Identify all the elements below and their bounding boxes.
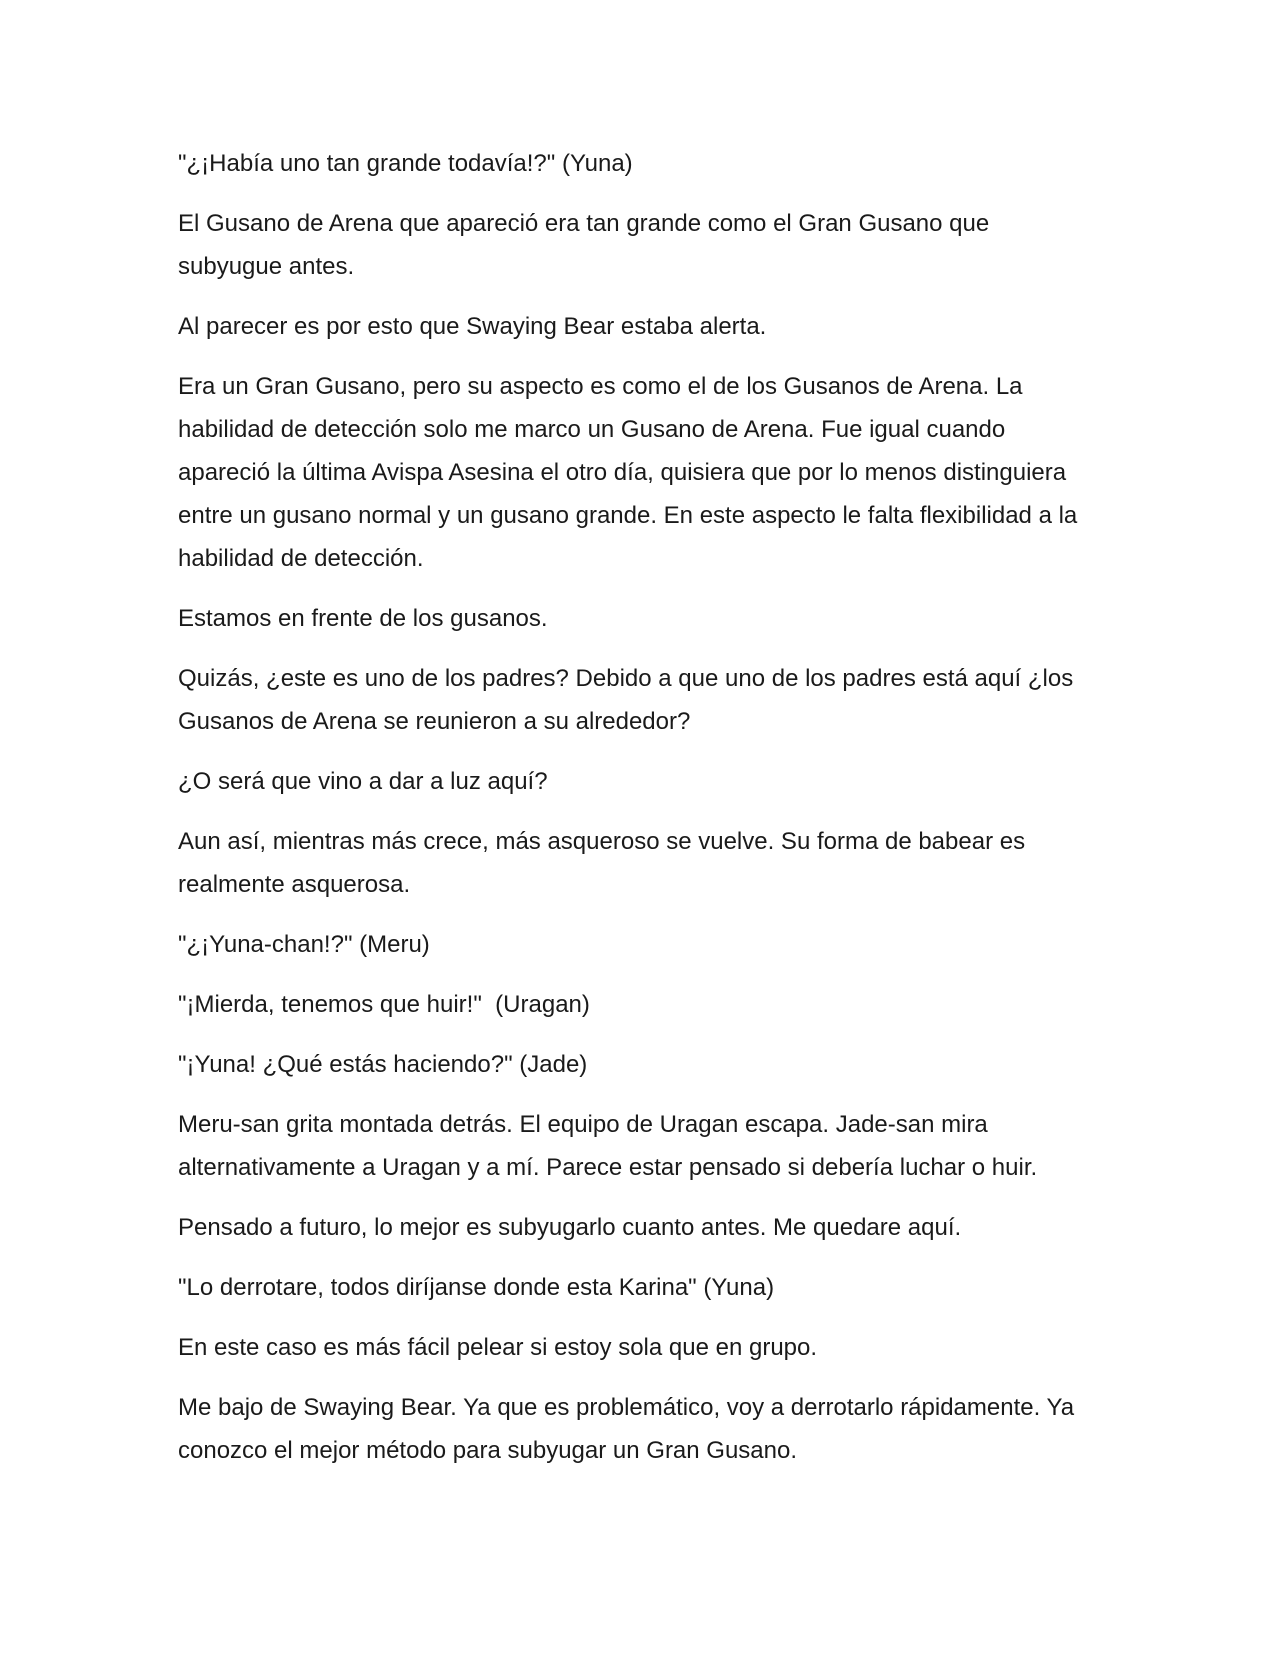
paragraph: "¿¡Yuna-chan!?" (Meru) — [178, 931, 430, 958]
paragraph: Meru-san grita montada detrás. El equipo de Uragan escapa. Jade-san mira alternativamente a Uragan y a mí. Parece estar pensado si debería luchar o huir. — [178, 1111, 1038, 1181]
paragraph: "¡Mierda, tenemos que huir!" (Uragan) — [178, 991, 590, 1018]
paragraph: Me bajo de Swaying Bear. Ya que es problemático, voy a derrotarlo rápidamente. Ya conozco el mejor método para subyugar un Gran Gusano. — [178, 1394, 1081, 1464]
paragraph: "¿¡Había uno tan grande todavía!?" (Yuna) — [178, 150, 633, 177]
paragraph: Era un Gran Gusano, pero su aspecto es como el de los Gusanos de Arena. La habilidad de detección solo me marco un Gusano de Arena. Fue igual cuando apareció la última Avispa Asesina el otro día, quisiera que por lo menos distinguiera entre un gusano normal y un gusano grande. En este aspecto le falta flexibilidad a la habilidad de detección. — [178, 373, 1084, 572]
paragraph: ¿O será que vino a dar a luz aquí? — [178, 768, 548, 795]
paragraph: Quizás, ¿este es uno de los padres? Debido a que uno de los padres está aquí ¿los Gusanos de Arena se reunieron a su alrededor? — [178, 665, 1080, 735]
document-body — [178, 142, 1098, 1489]
paragraph: Al parecer es por esto que Swaying Bear estaba alerta. — [178, 313, 767, 340]
paragraph: En este caso es más fácil pelear si estoy sola que en grupo. — [178, 1334, 818, 1361]
paragraph: Estamos en frente de los gusanos. — [178, 605, 548, 632]
paragraph: El Gusano de Arena que apareció era tan grande como el Gran Gusano que subyugue antes. — [178, 210, 996, 280]
paragraph: Pensado a futuro, lo mejor es subyugarlo cuanto antes. Me quedare aquí. — [178, 1214, 962, 1241]
paragraph: "Lo derrotare, todos diríjanse donde esta Karina" (Yuna) — [178, 1274, 775, 1301]
paragraph: Aun así, mientras más crece, más asqueroso se vuelve. Su forma de babear es realmente asquerosa. — [178, 828, 1032, 898]
paragraph: "¡Yuna! ¿Qué estás haciendo?" (Jade) — [178, 1051, 588, 1078]
